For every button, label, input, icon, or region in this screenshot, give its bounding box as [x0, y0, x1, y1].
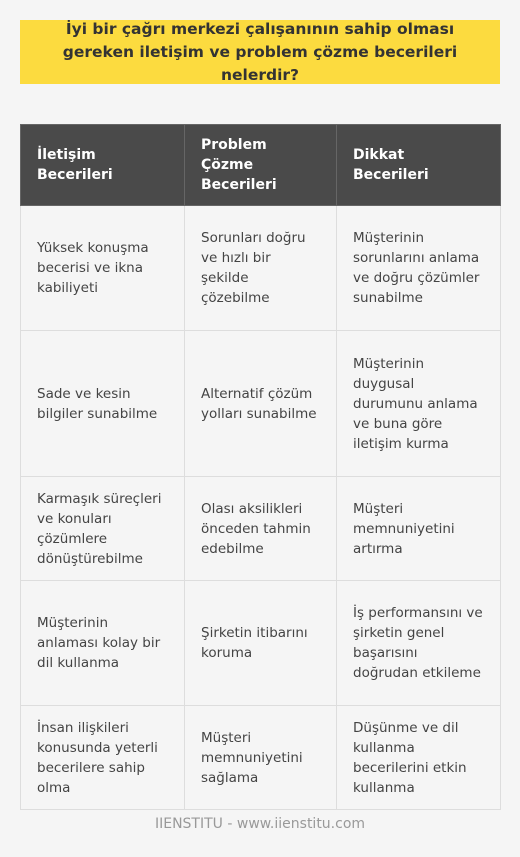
- table-header-row: [21, 125, 501, 206]
- table-row: [21, 477, 501, 581]
- table-cell: Sade ve kesin bilgiler sunabilme: [21, 331, 185, 477]
- column-header-attention: Dikkat Becerileri: [337, 125, 501, 206]
- table-cell: Sorunları doğru ve hızlı bir şekilde çözebilme: [185, 206, 337, 331]
- table-cell: Düşünme ve dil kullanma becerilerini etkin kullanma: [337, 706, 501, 810]
- column-header-problem-solving: Problem Çözme Becerileri: [185, 125, 337, 206]
- table-cell: İş performansını ve şirketin genel başarısını doğrudan etkileme: [337, 581, 501, 706]
- footer-credit: IIENSTITU - www.iienstitu.com: [154, 816, 366, 832]
- table-cell: İnsan ilişkileri konusunda yeterli becerilere sahip olma: [21, 706, 185, 810]
- skills-table: [20, 124, 501, 810]
- table-cell: Alternatif çözüm yolları sunabilme: [185, 331, 337, 477]
- page-title: İyi bir çağrı merkezi çalışanının sahip olması gereken iletişim ve problem çözme becerileri nelerdir?: [62, 19, 458, 84]
- table-cell: Yüksek konuşma becerisi ve ikna kabiliyeti: [21, 206, 185, 331]
- column-header-communication: İletişim Becerileri: [21, 125, 185, 206]
- table-cell: Müşteri memnuniyetini artırma: [337, 477, 501, 581]
- table-row: [21, 706, 501, 810]
- table-cell: Müşterinin sorunlarını anlama ve doğru çözümler sunabilme: [337, 206, 501, 331]
- title-banner: [20, 20, 500, 84]
- table-row: [21, 331, 501, 477]
- table-cell: Olası aksilikleri önceden tahmin edebilme: [185, 477, 337, 581]
- table-cell: Müşterinin anlaması kolay bir dil kullanma: [21, 581, 185, 706]
- table-cell: Müşterinin duygusal durumunu anlama ve buna göre iletişim kurma: [337, 331, 501, 477]
- table-row: [21, 206, 501, 331]
- table-cell: Karmaşık süreçleri ve konuları çözümlere dönüştürebilme: [21, 477, 185, 581]
- table-cell: Müşteri memnuniyetini sağlama: [185, 706, 337, 810]
- table-cell: Şirketin itibarını koruma: [185, 581, 337, 706]
- table-row: [21, 581, 501, 706]
